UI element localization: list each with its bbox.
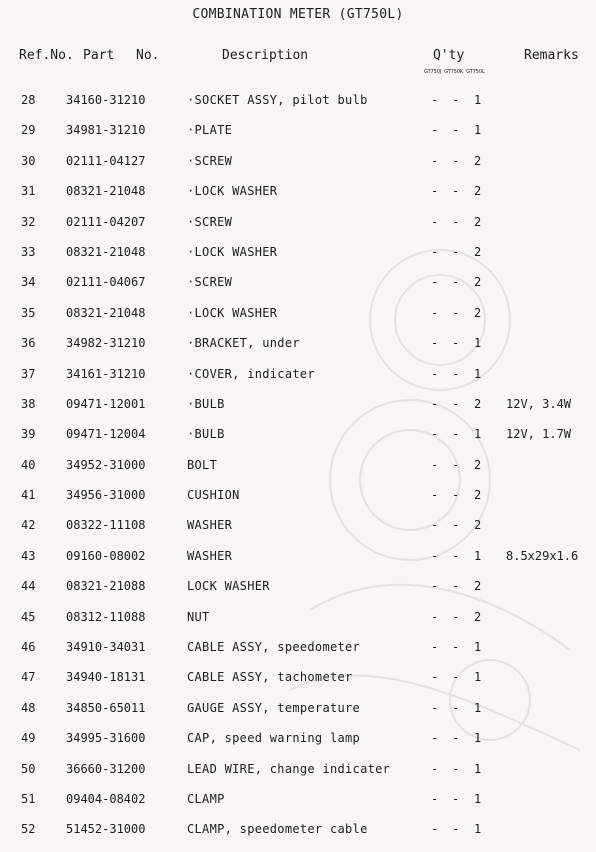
qty-j-cell: -	[431, 275, 439, 290]
qty-l-cell: 1	[474, 123, 482, 138]
ref-no-cell: 38	[21, 396, 36, 411]
qty-j-cell: -	[431, 457, 439, 472]
part-number-cell: 02111-04207	[66, 214, 146, 229]
part-number-cell: 08321-21048	[66, 184, 146, 199]
qty-k-cell: -	[452, 93, 460, 107]
qty-k-cell: -	[452, 184, 460, 199]
qty-j-cell: -	[431, 427, 439, 442]
parts-table	[0, 85, 596, 845]
qty-k-cell: -	[452, 396, 460, 411]
qty-k-cell: -	[452, 518, 460, 533]
ref-no-cell: 47	[21, 670, 36, 685]
qty-j-cell: -	[431, 700, 439, 715]
qty-l-cell: 1	[474, 93, 482, 107]
part-number-cell: 34956-31000	[66, 488, 146, 503]
ref-no-cell: 50	[21, 761, 36, 776]
description-cell: ·COVER, indicater	[187, 366, 315, 381]
qty-l-cell: 1	[474, 336, 482, 351]
qty-j-cell: -	[431, 488, 439, 503]
qty-j-cell: -	[431, 336, 439, 351]
qty-k-cell: -	[452, 640, 460, 655]
part-number-cell: 34995-31600	[66, 731, 146, 746]
description-cell: CABLE ASSY, speedometer	[187, 640, 361, 655]
ref-no-cell: 39	[21, 427, 36, 442]
description-cell: ·LOCK WASHER	[187, 184, 278, 199]
qty-k-cell: -	[452, 305, 460, 320]
ref-no-cell: 30	[21, 153, 36, 168]
model-label: GT750L	[466, 69, 485, 75]
table-row	[0, 450, 596, 480]
table-row	[0, 237, 596, 267]
table-row	[0, 784, 596, 814]
part-number-cell: 34160-31210	[66, 93, 146, 107]
part-number-cell: 08321-21088	[66, 579, 146, 594]
table-row	[0, 389, 596, 419]
part-number-cell: 09471-12004	[66, 427, 146, 442]
qty-k-cell: -	[452, 488, 460, 503]
qty-k-cell: -	[452, 761, 460, 776]
table-row	[0, 480, 596, 510]
qty-l-cell: 2	[474, 518, 482, 533]
description-cell: LOCK WASHER	[187, 579, 270, 594]
table-row	[0, 723, 596, 753]
qty-l-cell: 2	[474, 275, 482, 290]
description-cell: CLAMP	[187, 791, 225, 806]
ref-no-cell: 45	[21, 609, 36, 624]
description-cell: ·BULB	[187, 396, 225, 411]
table-row	[0, 328, 596, 358]
table-row	[0, 510, 596, 540]
table-row	[0, 146, 596, 176]
ref-no-cell: 31	[21, 184, 36, 199]
ref-no-cell: 48	[21, 700, 36, 715]
part-number-cell: 51452-31000	[66, 822, 146, 837]
part-number-cell: 34981-31210	[66, 123, 146, 138]
remarks-cell: 12V, 3.4W	[506, 396, 572, 411]
ref-no-cell: 28	[21, 93, 36, 107]
part-number-cell: 08321-21048	[66, 244, 146, 259]
part-number-cell: 02111-04127	[66, 153, 146, 168]
model-columns	[424, 69, 488, 75]
ref-no-cell: 52	[21, 822, 36, 837]
qty-k-cell: -	[452, 366, 460, 381]
qty-j-cell: -	[431, 366, 439, 381]
qty-l-cell: 2	[474, 153, 482, 168]
qty-l-cell: 1	[474, 366, 482, 381]
ref-no-cell: 32	[21, 214, 36, 229]
qty-l-cell: 1	[474, 640, 482, 655]
description-cell: ·PLATE	[187, 123, 233, 138]
description-cell: WASHER	[187, 548, 233, 563]
qty-k-cell: -	[452, 457, 460, 472]
header-part: Part	[83, 48, 115, 63]
description-cell: ·BRACKET, under	[187, 336, 300, 351]
qty-k-cell: -	[452, 579, 460, 594]
qty-l-cell: 2	[474, 488, 482, 503]
qty-k-cell: -	[452, 336, 460, 351]
ref-no-cell: 40	[21, 457, 36, 472]
description-cell: ·BULB	[187, 427, 225, 442]
table-row	[0, 419, 596, 449]
qty-l-cell: 1	[474, 822, 482, 837]
qty-l-cell: 2	[474, 457, 482, 472]
qty-k-cell: -	[452, 123, 460, 138]
qty-l-cell: 1	[474, 761, 482, 776]
ref-no-cell: 33	[21, 244, 36, 259]
qty-l-cell: 2	[474, 214, 482, 229]
qty-l-cell: 2	[474, 396, 482, 411]
remarks-cell: 12V, 1.7W	[506, 427, 572, 442]
description-cell: ·LOCK WASHER	[187, 305, 278, 320]
table-row	[0, 662, 596, 692]
qty-j-cell: -	[431, 184, 439, 199]
table-row	[0, 267, 596, 297]
qty-j-cell: -	[431, 731, 439, 746]
qty-j-cell: -	[431, 579, 439, 594]
table-row	[0, 359, 596, 389]
qty-j-cell: -	[431, 153, 439, 168]
qty-l-cell: 1	[474, 731, 482, 746]
description-cell: CAP, speed warning lamp	[187, 731, 361, 746]
header-remarks: Remarks	[524, 48, 579, 63]
qty-j-cell: -	[431, 244, 439, 259]
description-cell: NUT	[187, 609, 210, 624]
table-row	[0, 632, 596, 662]
model-label: GT750K	[444, 69, 464, 75]
model-label: GT750J	[424, 69, 442, 75]
part-number-cell: 34910-34031	[66, 640, 146, 655]
description-cell: ·SCREW	[187, 275, 233, 290]
ref-no-cell: 35	[21, 305, 36, 320]
ref-no-cell: 34	[21, 275, 36, 290]
qty-k-cell: -	[452, 244, 460, 259]
table-row	[0, 602, 596, 632]
qty-k-cell: -	[452, 427, 460, 442]
qty-l-cell: 2	[474, 184, 482, 199]
qty-j-cell: -	[431, 548, 439, 563]
qty-j-cell: -	[431, 670, 439, 685]
qty-j-cell: -	[431, 123, 439, 138]
table-row	[0, 754, 596, 784]
part-number-cell: 02111-04067	[66, 275, 146, 290]
qty-l-cell: 1	[474, 670, 482, 685]
qty-j-cell: -	[431, 305, 439, 320]
description-cell: WASHER	[187, 518, 233, 533]
header-quantity: Q'ty	[433, 48, 465, 63]
qty-j-cell: -	[431, 518, 439, 533]
ref-no-cell: 51	[21, 791, 36, 806]
description-cell: GAUGE ASSY, temperature	[187, 700, 361, 715]
table-row	[0, 298, 596, 328]
qty-l-cell: 2	[474, 579, 482, 594]
header-no: No.	[136, 48, 160, 63]
qty-j-cell: -	[431, 396, 439, 411]
part-number-cell: 09160-08002	[66, 548, 146, 563]
qty-j-cell: -	[431, 791, 439, 806]
description-cell: BOLT	[187, 457, 218, 472]
qty-l-cell: 1	[474, 791, 482, 806]
qty-k-cell: -	[452, 275, 460, 290]
qty-j-cell: -	[431, 761, 439, 776]
qty-k-cell: -	[452, 822, 460, 837]
ref-no-cell: 29	[21, 123, 36, 138]
part-number-cell: 34161-31210	[66, 366, 146, 381]
description-cell: CABLE ASSY, tachometer	[187, 670, 353, 685]
part-number-cell: 08312-11088	[66, 609, 146, 624]
description-cell: ·LOCK WASHER	[187, 244, 278, 259]
qty-k-cell: -	[452, 153, 460, 168]
ref-no-cell: 43	[21, 548, 36, 563]
qty-k-cell: -	[452, 609, 460, 624]
header-description: Description	[222, 48, 309, 63]
qty-l-cell: 1	[474, 700, 482, 715]
table-row	[0, 541, 596, 571]
part-number-cell: 34982-31210	[66, 336, 146, 351]
ref-no-cell: 44	[21, 579, 36, 594]
part-number-cell: 09471-12001	[66, 396, 146, 411]
qty-k-cell: -	[452, 548, 460, 563]
qty-l-cell: 2	[474, 609, 482, 624]
qty-j-cell: -	[431, 822, 439, 837]
table-row	[0, 176, 596, 206]
ref-no-cell: 46	[21, 640, 36, 655]
ref-no-cell: 37	[21, 366, 36, 381]
qty-k-cell: -	[452, 670, 460, 685]
header-ref-no: Ref.No.	[19, 48, 74, 63]
part-number-cell: 34952-31000	[66, 457, 146, 472]
ref-no-cell: 42	[21, 518, 36, 533]
remarks-cell: 8.5x29x1.6	[506, 548, 579, 563]
qty-l-cell: 2	[474, 305, 482, 320]
qty-k-cell: -	[452, 791, 460, 806]
table-row	[0, 85, 596, 115]
table-row	[0, 571, 596, 601]
qty-j-cell: -	[431, 609, 439, 624]
qty-k-cell: -	[452, 731, 460, 746]
part-number-cell: 08321-21048	[66, 305, 146, 320]
qty-j-cell: -	[431, 214, 439, 229]
table-row	[0, 115, 596, 145]
qty-j-cell: -	[431, 93, 439, 107]
description-cell: LEAD WIRE, change indicater	[187, 761, 391, 776]
description-cell: ·SCREW	[187, 214, 233, 229]
qty-l-cell: 1	[474, 548, 482, 563]
qty-k-cell: -	[452, 700, 460, 715]
part-number-cell: 34850-65011	[66, 700, 146, 715]
qty-l-cell: 2	[474, 244, 482, 259]
ref-no-cell: 41	[21, 488, 36, 503]
part-number-cell: 36660-31200	[66, 761, 146, 776]
description-cell: CLAMP, speedometer cable	[187, 822, 368, 837]
qty-k-cell: -	[452, 214, 460, 229]
table-row	[0, 693, 596, 723]
description-cell: CUSHION	[187, 488, 240, 503]
description-cell: ·SOCKET ASSY, pilot bulb	[187, 93, 368, 107]
page-title: COMBINATION METER (GT750L)	[192, 7, 404, 22]
ref-no-cell: 49	[21, 731, 36, 746]
table-row	[0, 207, 596, 237]
part-number-cell: 09404-08402	[66, 791, 146, 806]
description-cell: ·SCREW	[187, 153, 233, 168]
table-row	[0, 814, 596, 844]
qty-l-cell: 1	[474, 427, 482, 442]
ref-no-cell: 36	[21, 336, 36, 351]
part-number-cell: 34940-18131	[66, 670, 146, 685]
qty-j-cell: -	[431, 640, 439, 655]
part-number-cell: 08322-11108	[66, 518, 146, 533]
